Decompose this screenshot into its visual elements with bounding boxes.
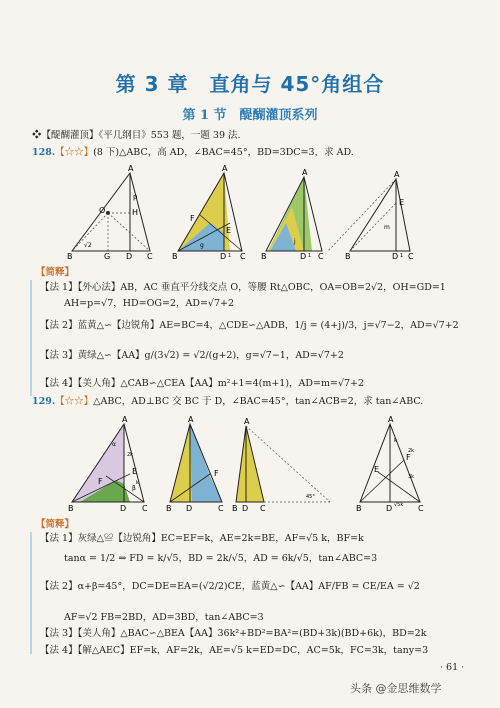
difficulty-stars: 【☆☆】 [55,396,94,407]
label-A: A [128,164,134,173]
label-C: C [260,504,266,512]
intro-line: ❖【醍醐灌顶】《平几纲目》553 题，一题 39 法. [32,130,241,141]
label-C: C [318,252,324,259]
label-D: D [220,252,227,259]
method-3: 【法 3】黄绿△∽【AA】g/(3√2) = √2/(g+2)，g=√7−1，AD=√7+2 [40,350,344,361]
problem-number: 129. [32,396,56,407]
label-one: 1 [228,253,232,259]
label-A: A [188,415,194,424]
method-1: 【法 1】【外心法】AB，AC 垂直平分线交点 O，等腰 Rt△OBC，OA=OB=2√2，OH=GD=1 [40,282,446,293]
label-a: 45° [306,494,315,500]
label-D: D [126,252,133,259]
method-4: 【法 4】【美人角】△CAB∽△CEA【AA】m²+1=4(m+1)，AD=m=√7+2 [40,378,365,389]
problem-text: △ABC，AD⊥BC 交 BC 于 D，∠BAC=45°，tan∠ACB=2，求 tan∠ABC. [93,396,424,407]
label-F: F [190,214,195,223]
label-H: H [132,208,139,217]
label-B: B [166,504,172,512]
label-k: k [394,438,397,444]
label-C: C [408,252,414,259]
label-A: A [222,164,228,173]
label-C: C [147,252,153,259]
figure-8 [356,415,424,512]
label-B: B [345,252,351,259]
label-E: E [226,226,232,235]
label-B: B [356,504,362,512]
label-D: D [392,252,399,259]
figure-3 [261,168,324,259]
label-G: G [104,252,111,259]
problem-text: (8 下)△ABC，高 AD，∠BAC=45°，BD=3DC=3，求 AD. [93,147,354,158]
label-E: E [374,465,380,474]
label-B: B [172,252,178,259]
label-D: D [120,504,127,512]
label-E: E [399,198,405,207]
label-C: C [142,504,148,512]
figure-2 [172,164,246,259]
label-C: C [240,252,246,259]
method-2-cont: AF=√2 FB=2BD，AD=3BD，tan∠ABC=3 [64,612,264,623]
label-s5: √5k [394,502,404,508]
figure-6 [166,415,224,512]
label-k3: 3k [408,474,415,480]
watermark: 头条 @金思维数学 [350,682,442,695]
label-k2: 2k [408,448,415,454]
brief-bar [30,280,32,396]
method-2: 【法 2】α+β=45°，DC=DE=EA=(√2/2)CE，蓝黄△∽【AA】AF/FB = CE/EA = √2 [40,581,420,592]
problem-129 [32,396,423,408]
figure-1 [67,164,153,259]
label-B: B [68,504,74,512]
label-A: A [302,168,308,177]
label-one: 1 [400,253,404,259]
problem-number: 128. [32,147,56,158]
label-C: C [418,504,424,512]
label-D: D [186,504,193,512]
label-F: F [406,453,411,462]
method-1-cont: AH=p=√7，HD=OG=2，AD=√7+2 [64,298,235,309]
label-C: C [218,504,224,512]
method-3: 【法 3】【美人角】△BAC∽△BEA【AA】36k²+BD²=BA²=(BD+3k)(BD+6k)，BD=2k [40,628,427,639]
label-A: A [244,417,250,426]
label-B: B [67,252,73,259]
label-dim: √2 [84,242,92,249]
figures-128 [60,163,460,259]
label-A: A [394,170,400,179]
label-A: A [122,415,128,424]
method-2: 【法 2】蓝黄△∽【边锐角】AE=BC=4，△CDE∽△ADB，1/j = (4+j)/3，j=√7−2，AD=√7+2 [40,320,459,331]
label-k: k [136,480,139,486]
page-number: · 61 · [440,662,465,673]
label-D: D [242,504,249,512]
chapter-title: 第 3 章 直角与 45°角组合 [115,72,385,96]
brief-heading-128: 【简释】 [36,267,75,278]
label-one: 1 [308,253,312,259]
figure-7 [232,417,330,512]
label-g: g [200,242,204,249]
label-O: O [99,206,106,215]
brief-heading-129: 【简释】 [36,519,75,530]
label-F: F [98,477,103,486]
label-A: A [388,415,394,424]
label-j: j [294,238,296,245]
label-p: p [133,193,138,201]
method-4: 【法 4】【解△AEC】EF=k，AF=2k，AE=√5 k=ED=DC，AC=5k，FC=3k，tany=3 [40,645,429,656]
label-E: E [132,467,138,476]
label-k2: 2k [127,452,134,458]
brief-bar [30,532,32,654]
label-b: β [132,485,136,492]
label-a: α [112,441,116,448]
label-B: B [261,252,267,259]
figure-4 [328,170,414,259]
problem-128 [32,147,354,159]
difficulty-stars: 【☆☆】 [55,147,94,158]
figures-129 [60,412,460,512]
label-D: D [386,504,393,512]
method-1: 【法 1】灰绿△≌【边锐角】EC=EF=k，AE=2k=BE，AF=√5 k，BF=k [40,533,364,544]
label-F: F [214,469,219,478]
section-title: 第 1 节 醍醐灌顶系列 [182,108,318,123]
label-B: B [232,504,238,512]
figure-5 [68,415,148,512]
label-D: D [300,252,307,259]
method-1-cont: tanα = 1/2 ⇒ FD = k/√5，BD = 2k/√5，AD = 6k/√5，tan∠ABC=3 [64,553,378,564]
label-m: m [384,224,390,231]
